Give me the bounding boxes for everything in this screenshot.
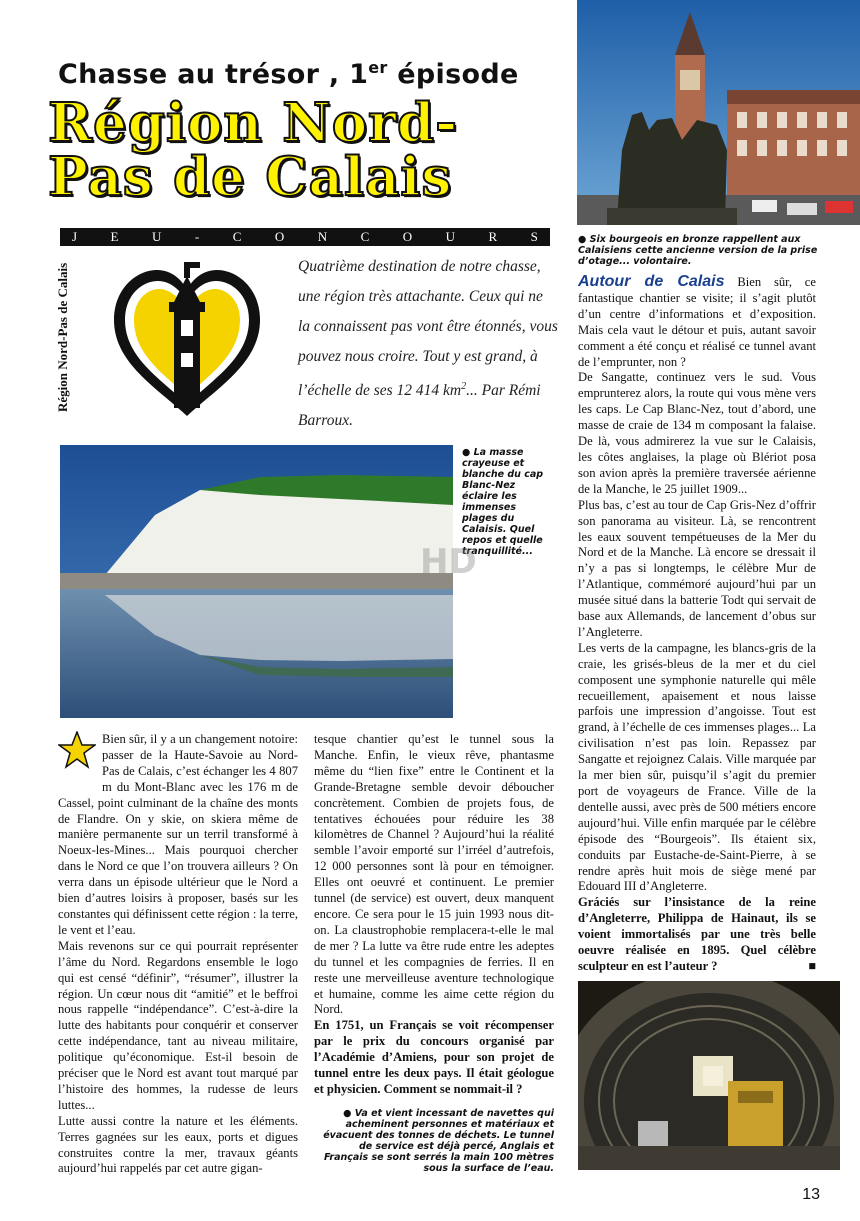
col3-paragraph-3: Plus bas, c’est au tour de Cap Gris-Nez d’offrir son panorama au visiteur. Là, se rencontrent les eaux souvent tempétueuses de la Mer du Nord et de la Manche. Là encore se dressait il n’y a pas si longtemps, le célèbre Mur de l’Atlantique, commémoré aujourd’hui par un musée situé dans la batterie Todt qui servait de base aux Allemands, de lancement d’obus sur l’Angleterre. (578, 497, 816, 639)
band-letter: E (110, 229, 119, 244)
col3-question: Gráciés sur l’insistance de la reine d’Angleterre, Philippa de Hainaut, ils se voient immortalisés par une très belle oeuvre réalisée en 1895. Quel célèbre sculpteur en est l’auteur ? (578, 895, 816, 973)
tunnel-caption-text: Va et vient incessant de navettes qui acheminent personnes et matériaux et évacuent des tonnes de déchets. Le tunnel de service est déjà percé, Anglais et Français se sont serrés la main 100 mètres sous la surface de l’eau. (323, 1108, 554, 1174)
intro-text (298, 252, 558, 436)
band-letter: N (317, 229, 328, 244)
col1-paragraph-2: Mais revenons sur ce qui pourrait représenter l’âme du Nord. Regardons ensemble le logo qui est censé “définir”, “résumer”, illustrer la région. Un cœur nous dit “amitié” et le beffroi nous rappelle “indépendance”. C’est-à-dire la lutte des habitants pour conquérir et conserver cette indépendance, tant au niveau militaire, politique qu’économique. Est-il besoin de préciser que le Nord est avant tout marqué par l’histoire des hommes, la rudesse de leurs luttes... (58, 938, 298, 1112)
kicker-text: Chasse au trésor , 1 (58, 59, 369, 90)
side-region-label-text: Région Nord-Pas de Calais (55, 262, 70, 412)
bullet-icon: ● (462, 447, 474, 458)
column-2 (314, 732, 554, 1098)
bullet-icon: ● (578, 234, 590, 245)
col3-paragraph-4: Les verts de la campagne, les blancs-gris de la craie, les grisés-bleus de la mer et du ciel composent une symphonie naturelle qui mêle recueillement, apaisement et nous laisse parfois une impression d’angoisse. Tout est grand, à l’échelle de ces immenses plages... La civilisation n’est pas loin. Repassez par Sangatte et rejoignez Calais. Ville marquée par la mer bien sûr, puisqu’il s’agit du premier port de voyageurs de France. Ville de la dentelle aussi, avec près de 500 métiers encore aujourd’hui. Ville enfin marquée par le célèbre épisode des “Bourgeois”. Ils étaient six, conduits par Eustache-de-Saint-Pierre, à se rendre après huit mois de siège mené par Edouard III d’Angleterre. (578, 640, 816, 894)
band-letter: J (72, 229, 78, 244)
side-region-label (55, 262, 77, 412)
kicker-sup: er (368, 58, 388, 77)
kicker-tail: épisode (387, 59, 519, 90)
column-3 (578, 274, 816, 975)
col2-paragraph-1: tesque chantier qu’est le tunnel sous la Manche. Enfin, le vieux rêve, phantasme même du “lien fixe” entre le Continent et la Grande-Bretagne semble devoir déboucher concrètement. Combien de projets fous, de tentatives échouées pour réduire les 38 kilomètres de Channel ? Aujourd’hui la réalité semble l’avoir emporté sur l’irréel d’autrefois, 12 000 personnes sont là pour en témoigner. Elles ont oeuvré et continuent. Le premier tunnel (de service) est ouvert, deux manquent encore. Ce sera pour le 15 juin 1993 nous dit-on. La claustrophobie remplacera-t-elle le mal de mer ? La lutte va être rude entre les adeptes du tunnel et les compagnies de ferries. Il en reste une merveilleuse aventure technologique et humaine, comme les aime cette région du Nord. (314, 732, 554, 1017)
bourgeois-caption-text: Six bourgeois en bronze rappellent aux Calaisiens cette ancienne version de la prise d’otage... volontaire. (578, 234, 818, 267)
band-letter: - (194, 229, 200, 244)
bullet-icon: ● (343, 1108, 355, 1119)
page-number: 13 (802, 1186, 820, 1203)
jeu-concours-band (60, 228, 550, 246)
band-letter: R (488, 229, 498, 244)
col3-paragraph-2: De Sangatte, continuez vers le sud. Vous emprunterez alors, la route qui vous mène vers les caps. Le Cap Blanc-Nez, tout d’abord, une masse de craie de 134 m composant la falaise. De là, vous admirerez la vue sur le Calaisis, les côtes anglaises, la plage où Blériot posa son avion après la première traversée aérienne de la Manche, le 25 juillet 1909... (578, 370, 816, 496)
band-letter: O (402, 229, 413, 244)
bourgeois-caption (578, 234, 833, 267)
kicker-title (58, 58, 519, 90)
autour-heading: Autour de Calais (578, 273, 725, 290)
heart-belfry-logo-icon (112, 258, 262, 418)
intro-sup: 2 (461, 381, 467, 392)
bourgeois-photo (577, 0, 860, 225)
col3-paragraph-1: Bien sûr, ce fantastique chantier se visite; il s’agit plutôt d’un centre d’informations et d’exposition. Mais cela vaut le détour et puis, autant savoir comment a été conçu et réalisé ce tunnel avant de l’emprunter, non ? (578, 275, 816, 369)
band-letter: U (151, 229, 162, 244)
cliff-photo (60, 445, 453, 718)
region-title (48, 92, 558, 208)
end-mark-icon: ■ (808, 958, 816, 973)
col1-paragraph-3: Lutte aussi contre la nature et les éléments. Terres gagnées sur les eaux, ports et digues construites contre la mer, travaux géants aujourd’hui rappelés par cet autre gigan- (58, 1113, 298, 1176)
band-letter: S (530, 229, 538, 244)
region-title-line1: Région Nord- (48, 92, 459, 154)
region-title-line2: Pas de Calais (48, 146, 453, 208)
watermark: HD (420, 542, 477, 582)
col1-paragraph-1: Bien sûr, il y a un changement notoire: passer de la Haute-Savoie au Nord-Pas de Calais, c’est échanger les 4 807 m du Mont-Blanc avec les 176 m de Cassel, point culminant de la chaîne des monts de Flandre. On y skie, on skiera même de manière permanente sur un terril transformé à Noeux-les-Mines... Mais pourquoi chercher dans le Nord ce que l’on trouvera ailleurs ? On verra dans un épisode ultérieur que le Nord a bien d’autres loisirs à proposer, basés sur les constantes qui définissent cette région : la terre, le vent et l’eau. (58, 732, 298, 937)
cliff-caption-text: La masse crayeuse et blanche du cap Blanc-Nez éclaire les immenses plages du Calaisis. Quel repos et quelle tranquillité... (462, 447, 544, 557)
intro-text-b: ... Par Rémi Barroux. (298, 382, 541, 430)
intro-text-a: Quatrième destination de notre chasse, une région très attachante. Ceux qui ne la connaissent pas vont être étonnés, vous pouvez nous croire. Tout y est grand, à l’échelle de ses 12 414 km (298, 258, 558, 400)
band-letter: C (360, 229, 370, 244)
tunnel-photo (578, 981, 840, 1170)
tunnel-caption (314, 1108, 554, 1174)
cliff-caption (462, 447, 554, 557)
band-letter: U (445, 229, 456, 244)
column-1 (58, 732, 298, 1177)
band-letter: C (232, 229, 242, 244)
band-letter: O (274, 229, 285, 244)
col2-question: En 1751, un Français se voit récompenser par le prix du concours organisé par l’Académie d’Amiens, pour son projet de tunnel entre les deux pays. Il était géologue et physicien. Comment se nommait-il ? (314, 1018, 554, 1096)
